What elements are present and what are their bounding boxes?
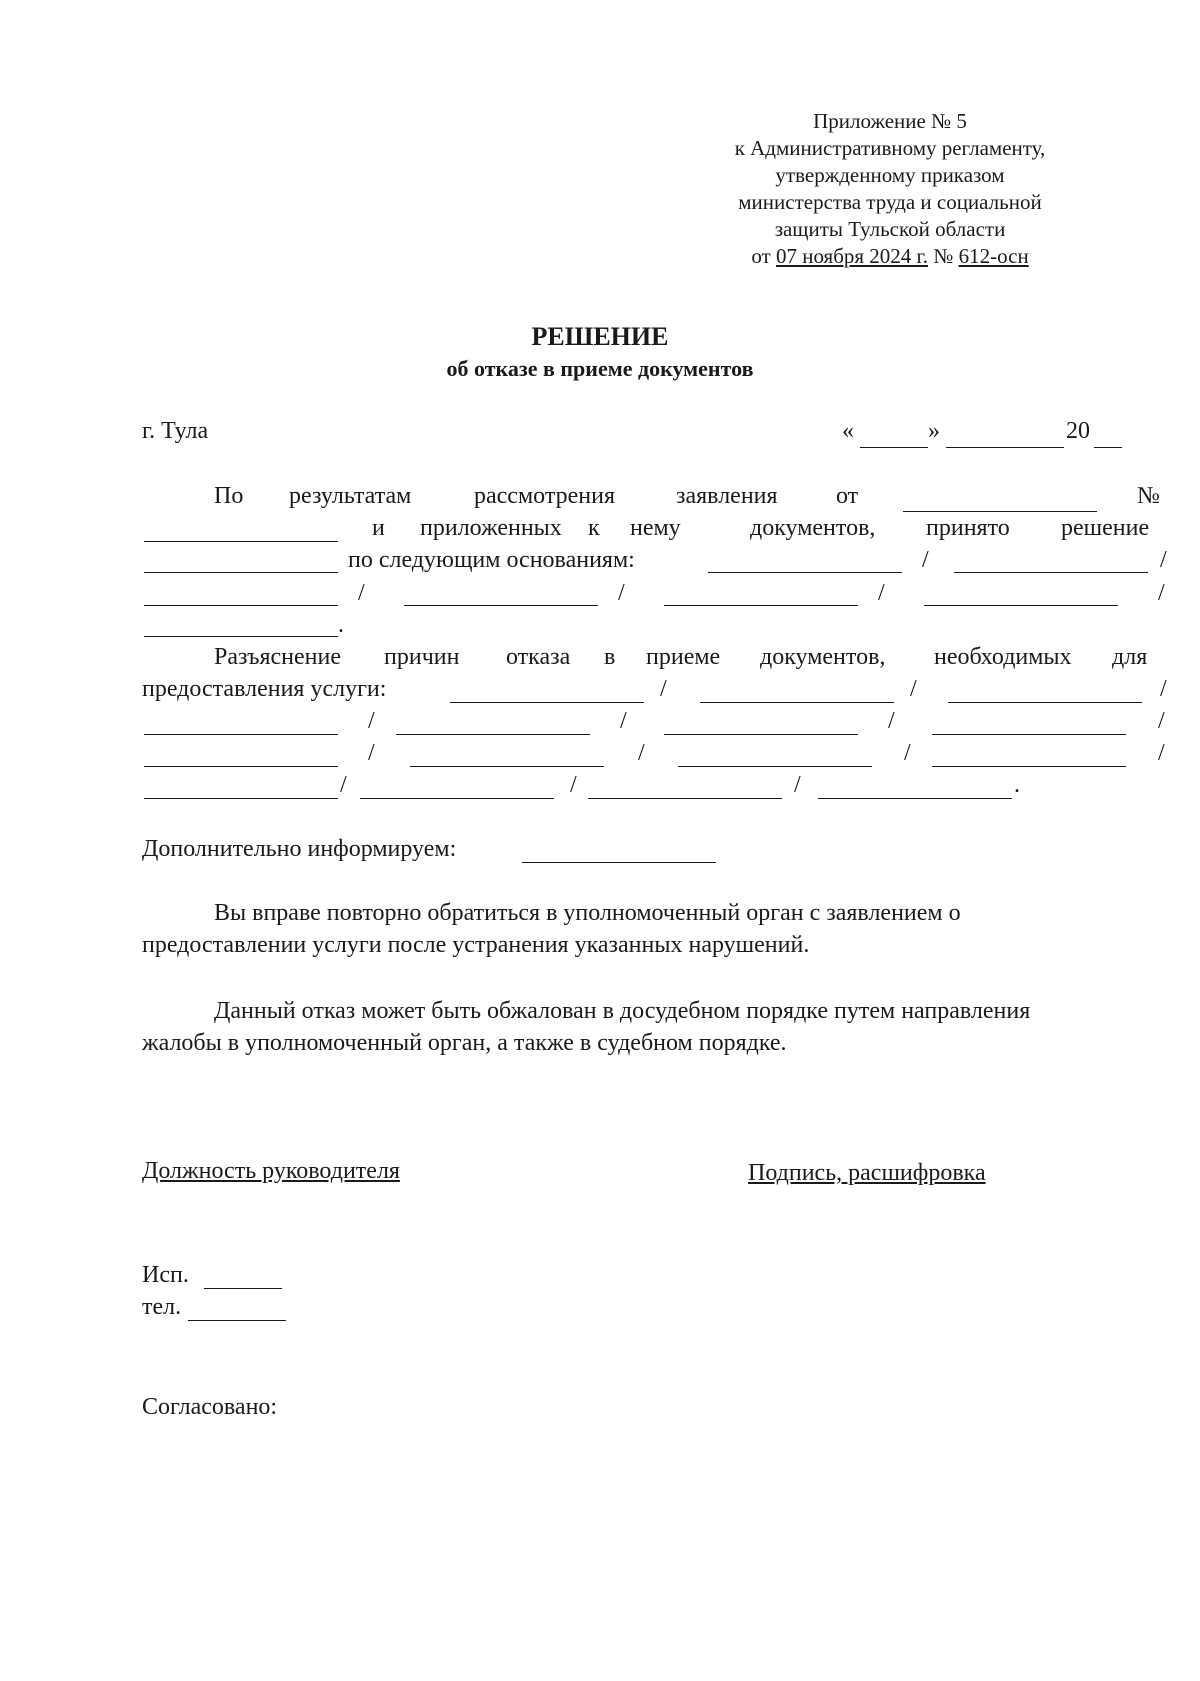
p1-ground-blank-2 <box>954 572 1148 573</box>
header-number-value: 612-осн <box>958 244 1029 268</box>
p1-ground-blank-1 <box>708 572 902 573</box>
p2-reason-blank-2 <box>700 702 894 703</box>
p2-word-7: необходимых <box>934 644 1072 670</box>
p1-number-blank <box>144 541 338 542</box>
p2-word-5: приеме <box>646 644 721 670</box>
p1-l2-word-4: нему <box>630 515 681 541</box>
p2-reason-blank-3 <box>948 702 1142 703</box>
p1-word-1: По <box>214 483 244 509</box>
signature-label: Подпись, расшифровка <box>748 1160 986 1186</box>
p2-reason-blank-1 <box>450 702 644 703</box>
header-line-4: министерства труда и социальной <box>738 190 1042 214</box>
p2-word-1: Разъяснение <box>214 644 342 670</box>
p2-slash-5: / <box>620 708 627 734</box>
p2-reason-blank-5 <box>396 734 590 735</box>
p2-slash-13: / <box>570 772 577 798</box>
executor-label: Исп. <box>142 1262 189 1288</box>
p1-number-sign: № <box>1137 483 1160 509</box>
p2-reason-blank-11 <box>932 766 1126 767</box>
p1-l2-word-6: принято <box>926 515 1010 541</box>
p2-reason-blank-15 <box>818 798 1012 799</box>
phone-label: тел. <box>142 1294 182 1320</box>
appendix-header <box>700 108 1080 270</box>
agreed-label: Согласовано: <box>142 1394 278 1420</box>
additional-info-blank <box>522 862 716 863</box>
p2-slash-7: / <box>1158 708 1165 734</box>
p2-slash-1: / <box>660 676 667 702</box>
p2-slash-2: / <box>910 676 917 702</box>
p2-word-3: отказа <box>506 644 571 670</box>
p1-word-5: от <box>836 483 859 509</box>
p2-reason-blank-6 <box>664 734 858 735</box>
p1-slash-4: / <box>618 580 625 606</box>
p2-slash-6: / <box>888 708 895 734</box>
header-date-prefix: от <box>751 244 771 268</box>
p1-word-2: результатам <box>289 483 412 509</box>
document-subtitle: об отказе в приеме документов <box>446 356 754 381</box>
header-number-sign: № <box>933 244 954 268</box>
p2-word-8: для <box>1112 644 1148 670</box>
document-title: РЕШЕНИЕ <box>531 322 669 351</box>
p2-slash-4: / <box>368 708 375 734</box>
p2-reason-blank-14 <box>588 798 782 799</box>
city-label: г. Тула <box>142 418 209 444</box>
p2-reason-blank-9 <box>410 766 604 767</box>
p2-slash-10: / <box>904 740 911 766</box>
p1-slash-6: / <box>1158 580 1165 606</box>
p1-slash-3: / <box>358 580 365 606</box>
date-quote-open: « <box>842 418 854 444</box>
p2-slash-3: / <box>1160 676 1167 702</box>
p3-line-1: Вы вправе повторно обратиться в уполномоченный орган с заявлением о <box>214 900 961 926</box>
executor-blank <box>204 1288 282 1289</box>
header-line-2: к Административному регламенту, <box>734 136 1046 160</box>
additional-info-label: Дополнительно информируем: <box>142 836 457 862</box>
p3-line-2: предоставлении услуги после устранения указанных нарушений. <box>142 932 810 958</box>
p4-line-2: жалобы в уполномоченный орган, а также в судебном порядке. <box>142 1030 787 1056</box>
date-year-blank <box>1094 447 1122 448</box>
date-quote-close: » <box>928 418 940 444</box>
p1-period: . <box>338 612 344 638</box>
p1-l2-word-2: приложенных <box>420 515 562 541</box>
p2-reason-blank-12 <box>144 798 338 799</box>
p1-word-3: рассмотрения <box>474 483 615 509</box>
p2-reason-blank-4 <box>144 734 338 735</box>
p1-ground-blank-7 <box>144 636 338 637</box>
p2-slash-11: / <box>1158 740 1165 766</box>
p4-line-1: Данный отказ может быть обжалован в досудебном порядке путем направления <box>214 998 1031 1024</box>
p2-period: . <box>1014 772 1020 798</box>
phone-blank <box>188 1320 286 1321</box>
p1-blank-a <box>144 572 338 573</box>
p1-grounds-label: по следующим основаниям: <box>348 547 635 573</box>
p1-l2-word-5: документов, <box>750 515 876 541</box>
p2-word-2: причин <box>384 644 460 670</box>
header-line-5: защиты Тульской области <box>774 217 1006 241</box>
p1-ground-blank-5 <box>664 605 858 606</box>
date-day-blank <box>860 447 928 448</box>
p1-slash-2: / <box>1160 547 1167 573</box>
p2-slash-8: / <box>368 740 375 766</box>
p1-ground-blank-4 <box>404 605 598 606</box>
p1-l2-word-3: к <box>588 515 600 541</box>
header-line-1: Приложение № 5 <box>813 109 967 133</box>
p2-word-4: в <box>604 644 616 670</box>
p1-slash-1: / <box>922 547 929 573</box>
p1-date-blank <box>903 511 1097 512</box>
p2-word-6: документов, <box>760 644 886 670</box>
p1-slash-5: / <box>878 580 885 606</box>
p1-l2-word-7: решение <box>1061 515 1150 541</box>
p1-ground-blank-3 <box>144 605 338 606</box>
p1-l2-word-1: и <box>372 515 385 541</box>
p1-word-4: заявления <box>676 483 778 509</box>
p2-reason-blank-13 <box>360 798 554 799</box>
p2-service-label: предоставления услуги: <box>142 676 387 702</box>
header-line-3: утвержденному приказом <box>775 163 1005 187</box>
date-month-blank <box>946 447 1064 448</box>
p2-slash-9: / <box>638 740 645 766</box>
manager-position-label: Должность руководителя <box>142 1158 400 1184</box>
p1-ground-blank-6 <box>924 605 1118 606</box>
header-date-value: 07 ноября 2024 г. <box>775 244 929 268</box>
p2-slash-12: / <box>340 772 347 798</box>
p2-reason-blank-7 <box>932 734 1126 735</box>
p2-reason-blank-8 <box>144 766 338 767</box>
header-date-line <box>700 243 1080 270</box>
date-year-prefix: 20 <box>1066 418 1090 444</box>
p2-reason-blank-10 <box>678 766 872 767</box>
p2-slash-14: / <box>794 772 801 798</box>
